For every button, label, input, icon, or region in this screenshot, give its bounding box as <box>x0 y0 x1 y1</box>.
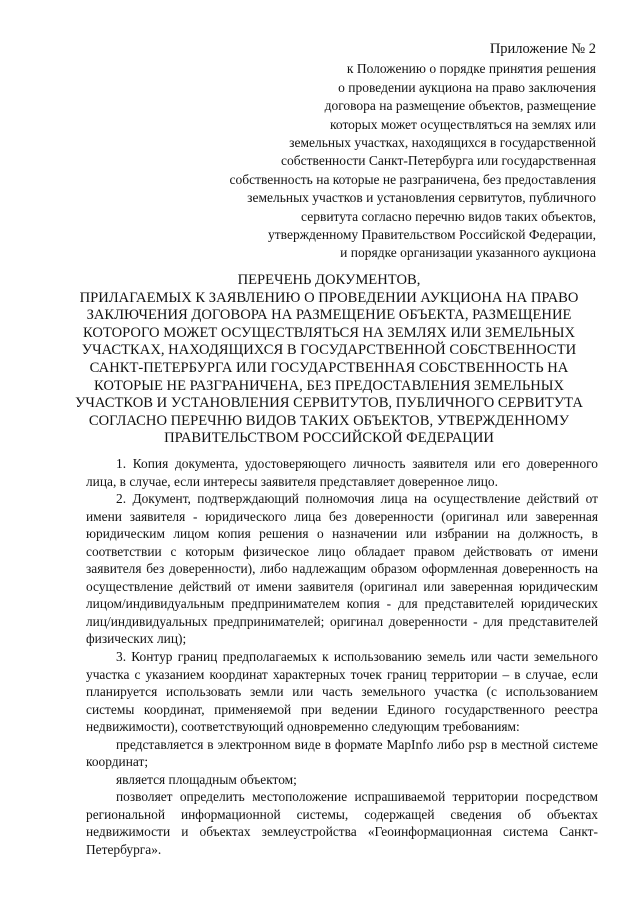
heading-line: ЗАКЛЮЧЕНИЯ ДОГОВОРА НА РАЗМЕЩЕНИЕ ОБЪЕКТА, РАЗМЕЩЕНИЕ <box>86 307 572 324</box>
heading-line: УЧАСТКОВ И УСТАНОВЛЕНИЯ СЕРВИТУТОВ, ПУБЛИЧНОГО СЕРВИТУТА <box>75 395 583 412</box>
appendix-line: которых может осуществляться на землях или <box>330 116 596 132</box>
appendix-line: сервитута согласно перечню видов таких объектов, <box>301 208 596 224</box>
appendix-line: земельных участков и установления сервитутов, публичного <box>247 190 596 206</box>
appendix-line: собственности Санкт-Петербурга или государственная <box>281 153 596 169</box>
heading-line: САНКТ-ПЕТЕРБУРГА ИЛИ ГОСУДАРСТВЕННАЯ СОБСТВЕННОСТЬ НА <box>89 359 569 376</box>
requirement-area-object: является площадным объектом; <box>116 771 297 787</box>
heading-line: КОТОРЫЕ НЕ РАЗГРАНИЧЕНА, БЕЗ ПРЕДОСТАВЛЕНИЯ ЗЕМЕЛЬНЫХ <box>93 377 565 394</box>
appendix-line: и порядке организации указанного аукциона <box>340 245 596 261</box>
document-heading <box>60 272 598 448</box>
requirement-format: представляется в электронном виде в формате MapInfo либо psp в местной системе координат; <box>86 736 598 770</box>
heading-line: ПРАВИТЕЛЬСТВОМ РОССИЙСКОЙ ФЕДЕРАЦИИ <box>164 430 494 447</box>
appendix-line: к Положению о порядке принятия решения <box>346 61 596 77</box>
appendix-line: о проведении аукциона на право заключения <box>338 79 596 95</box>
heading-line: ПРИЛАГАЕМЫХ К ЗАЯВЛЕНИЮ О ПРОВЕДЕНИИ АУКЦИОНА НА ПРАВО <box>79 289 579 306</box>
appendix-line: договора на размещение объектов, размещение <box>324 98 596 114</box>
list-item-1: 1. Копия документа, удостоверяющего личность заявителя или его доверенного лица, в случае, если интересы заявителя представляет доверенное лицо. <box>86 456 598 489</box>
appendix-line: утвержденному Правительством Российской Федерации, <box>268 227 596 243</box>
list-item-3: 3. Контур границ предполагаемых к использованию земель или части земельного участка с указанием координат характерных точек границ территории – в случае, если планируется использовать земли или часть земельного участка (с использованием системы координат, применяемой при ведении Единого государственного реестра недвижимости), соответствующий одновременно следующим требованиям: <box>86 649 598 735</box>
appendix-line: собственность на которые не разграничена, без предоставления <box>229 171 596 187</box>
list-item-2: 2. Документ, подтверждающий полномочия лица на осуществление действий от имени заявителя - юридического лица без доверенности (оригинал или заверенная юридическим лицом копия решения о назначении или избрании на должность, в соответствии с которым физическое лицо обладает правом действовать от имени заявителя без доверенности), либо надлежащим образом оформленная доверенность на осуществление действий от имени заявителя (оригинал или заверенная юридическим лицом/индивидуальным предпринимателем копия - для представителей юридических лиц/индивидуальных предпринимателей; оригинал доверенности - для представителей физических лиц); <box>86 491 598 647</box>
heading-line: КОТОРОГО МОЖЕТ ОСУЩЕСТВЛЯТЬСЯ НА ЗЕМЛЯХ ИЛИ ЗЕМЕЛЬНЫХ <box>82 324 576 341</box>
requirement-location: позволяет определить местоположение испрашиваемой территории посредством региональной информационной системы, содержащей сведения об объектах недвижимости и объектах землеустройства «Геоинформационная система Санкт-Петербурга». <box>86 789 598 858</box>
appendix-line: земельных участках, находящихся в государственной <box>289 135 596 151</box>
appendix-title: Приложение № 2 <box>489 41 596 57</box>
heading-line: УЧАСТКАХ, НАХОДЯЩИХСЯ В ГОСУДАРСТВЕННОЙ СОБСТВЕННОСТИ <box>81 342 577 359</box>
appendix-block <box>150 40 596 263</box>
document-body <box>86 455 598 859</box>
heading-line: ПЕРЕЧЕНЬ ДОКУМЕНТОВ, <box>237 272 421 288</box>
heading-line: СОГЛАСНО ПЕРЕЧНЮ ВИДОВ ТАКИХ ОБЪЕКТОВ, УТВЕРЖДЕННОМУ <box>88 412 570 429</box>
